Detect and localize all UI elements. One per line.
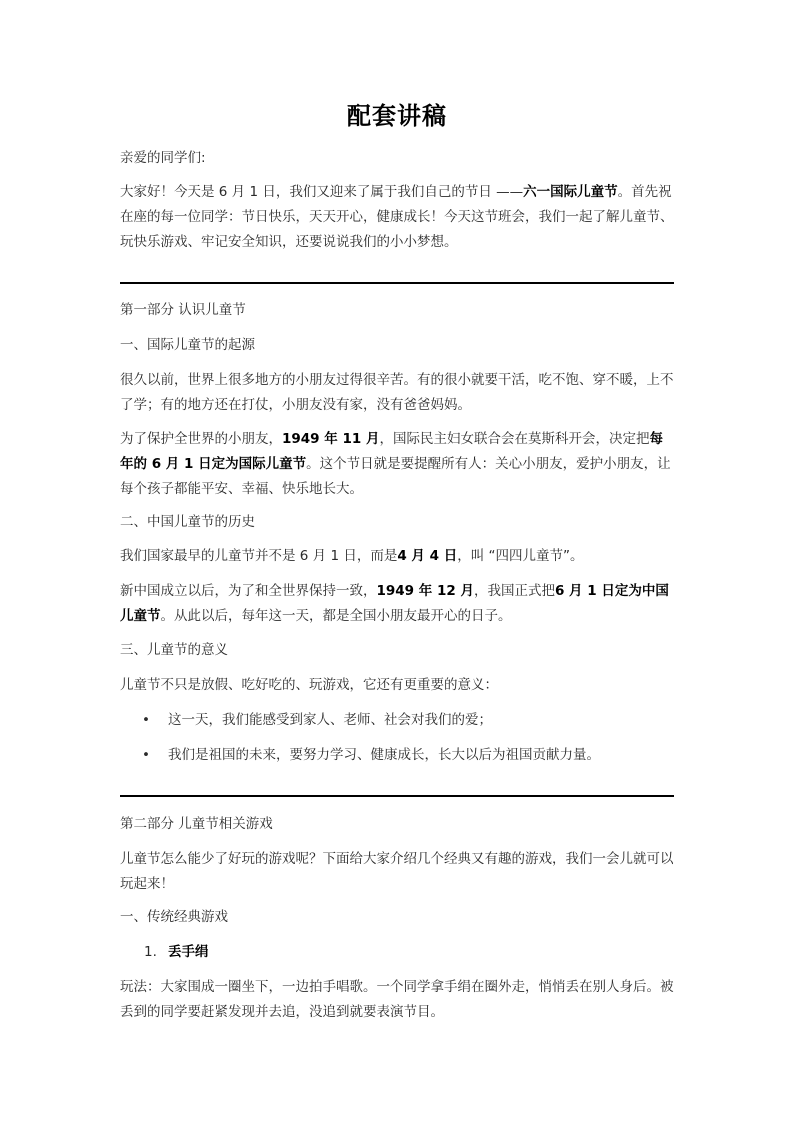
intro-holiday-name: 六一国际儿童节 — [523, 184, 618, 200]
part1-section2-paragraph1 — [120, 544, 674, 569]
greeting: 亲爱的同学们: — [120, 150, 206, 166]
item-number: 1. — [144, 944, 157, 960]
text-segment: 我们国家最早的儿童节并不是 6 月 1 日，而是 — [120, 548, 398, 564]
section-divider — [120, 795, 674, 797]
game-name: 丢手绢 — [168, 944, 209, 960]
part1-section1-heading: 一、国际儿童节的起源 — [120, 337, 255, 353]
section-divider — [120, 282, 674, 284]
list-item-text: 我们是祖国的未来，要努力学习、健康成长，长大以后为祖国贡献力量。 — [168, 747, 600, 763]
part1-section2-heading: 二、中国儿童节的历史 — [120, 514, 255, 530]
text-segment: 。这个节日就是要提醒所有人：关心小朋友，爱护小朋友，让每个孩子都能平安、幸福、快乐地长大。 — [120, 456, 671, 497]
intro-paragraph — [120, 180, 674, 255]
date-highlight: 4 月 4 日 — [397, 548, 458, 564]
text-segment: 新中国成立以后，为了和全世界保持一致， — [120, 583, 377, 599]
part1-section1-paragraph2 — [120, 427, 674, 502]
intro-text-2: 。首先祝在座的每一位同学：节日快乐，天天开心，健康成长！今天这节班会，我们一起了解儿童节、玩快乐游戏、牢记安全知识，还要说说我们的小小梦想。 — [120, 184, 674, 250]
part2-intro: 儿童节怎么能少了好玩的游戏呢？下面给大家介绍几个经典又有趣的游戏，我们一会儿就可以玩起来！ — [120, 851, 674, 892]
part1-section3-paragraph: 儿童节不只是放假、吃好吃的、玩游戏，它还有更重要的意义： — [120, 677, 498, 693]
part1-section3-heading: 三、儿童节的意义 — [120, 642, 228, 658]
text-segment: 为了保护全世界的小朋友， — [120, 431, 282, 447]
intro-text-1: 大家好！今天是 6 月 1 日，我们又迎来了属于我们自己的节日 —— — [120, 184, 524, 200]
text-segment: 。从此以后，每年这一天，都是全国小朋友最开心的日子。 — [160, 608, 512, 624]
date-highlight: 6 月 1 日定为中国儿童节 — [120, 583, 669, 624]
page-title: 配套讲稿 — [347, 102, 447, 130]
bullet-icon: • — [142, 712, 150, 728]
text-segment: ，叫 “四四儿童节”。 — [457, 548, 584, 564]
text-segment: ，国际民主妇女联合会在莫斯科开会，决定把 — [379, 431, 650, 447]
list-item-text: 这一天，我们能感受到家人、老师、社会对我们的爱； — [168, 712, 492, 728]
part2-heading: 第二部分 儿童节相关游戏 — [120, 816, 273, 832]
game1-rules: 玩法：大家围成一圈坐下，一边拍手唱歌。一个同学拿手绢在圈外走，悄悄丢在别人身后。被丢到的同学要赶紧发现并去追，没追到就要表演节目。 — [120, 979, 674, 1020]
part2-section1-heading: 一、传统经典游戏 — [120, 909, 228, 925]
date-highlight: 每年的 6 月 1 日定为国际儿童节 — [120, 431, 663, 472]
part1-section1-paragraph1: 很久以前，世界上很多地方的小朋友过得很辛苦。有的很小就要干活，吃不饱、穿不暖，上不了学；有的地方还在打仗，小朋友没有家，没有爸爸妈妈。 — [120, 372, 674, 413]
part1-section2-paragraph2 — [120, 579, 674, 629]
date-highlight: 1949 年 12 月 — [376, 583, 474, 599]
part1-heading: 第一部分 认识儿童节 — [120, 302, 246, 318]
date-highlight: 1949 年 11 月 — [282, 431, 380, 447]
bullet-icon: • — [142, 747, 150, 763]
text-segment: ，我国正式把 — [473, 583, 555, 599]
